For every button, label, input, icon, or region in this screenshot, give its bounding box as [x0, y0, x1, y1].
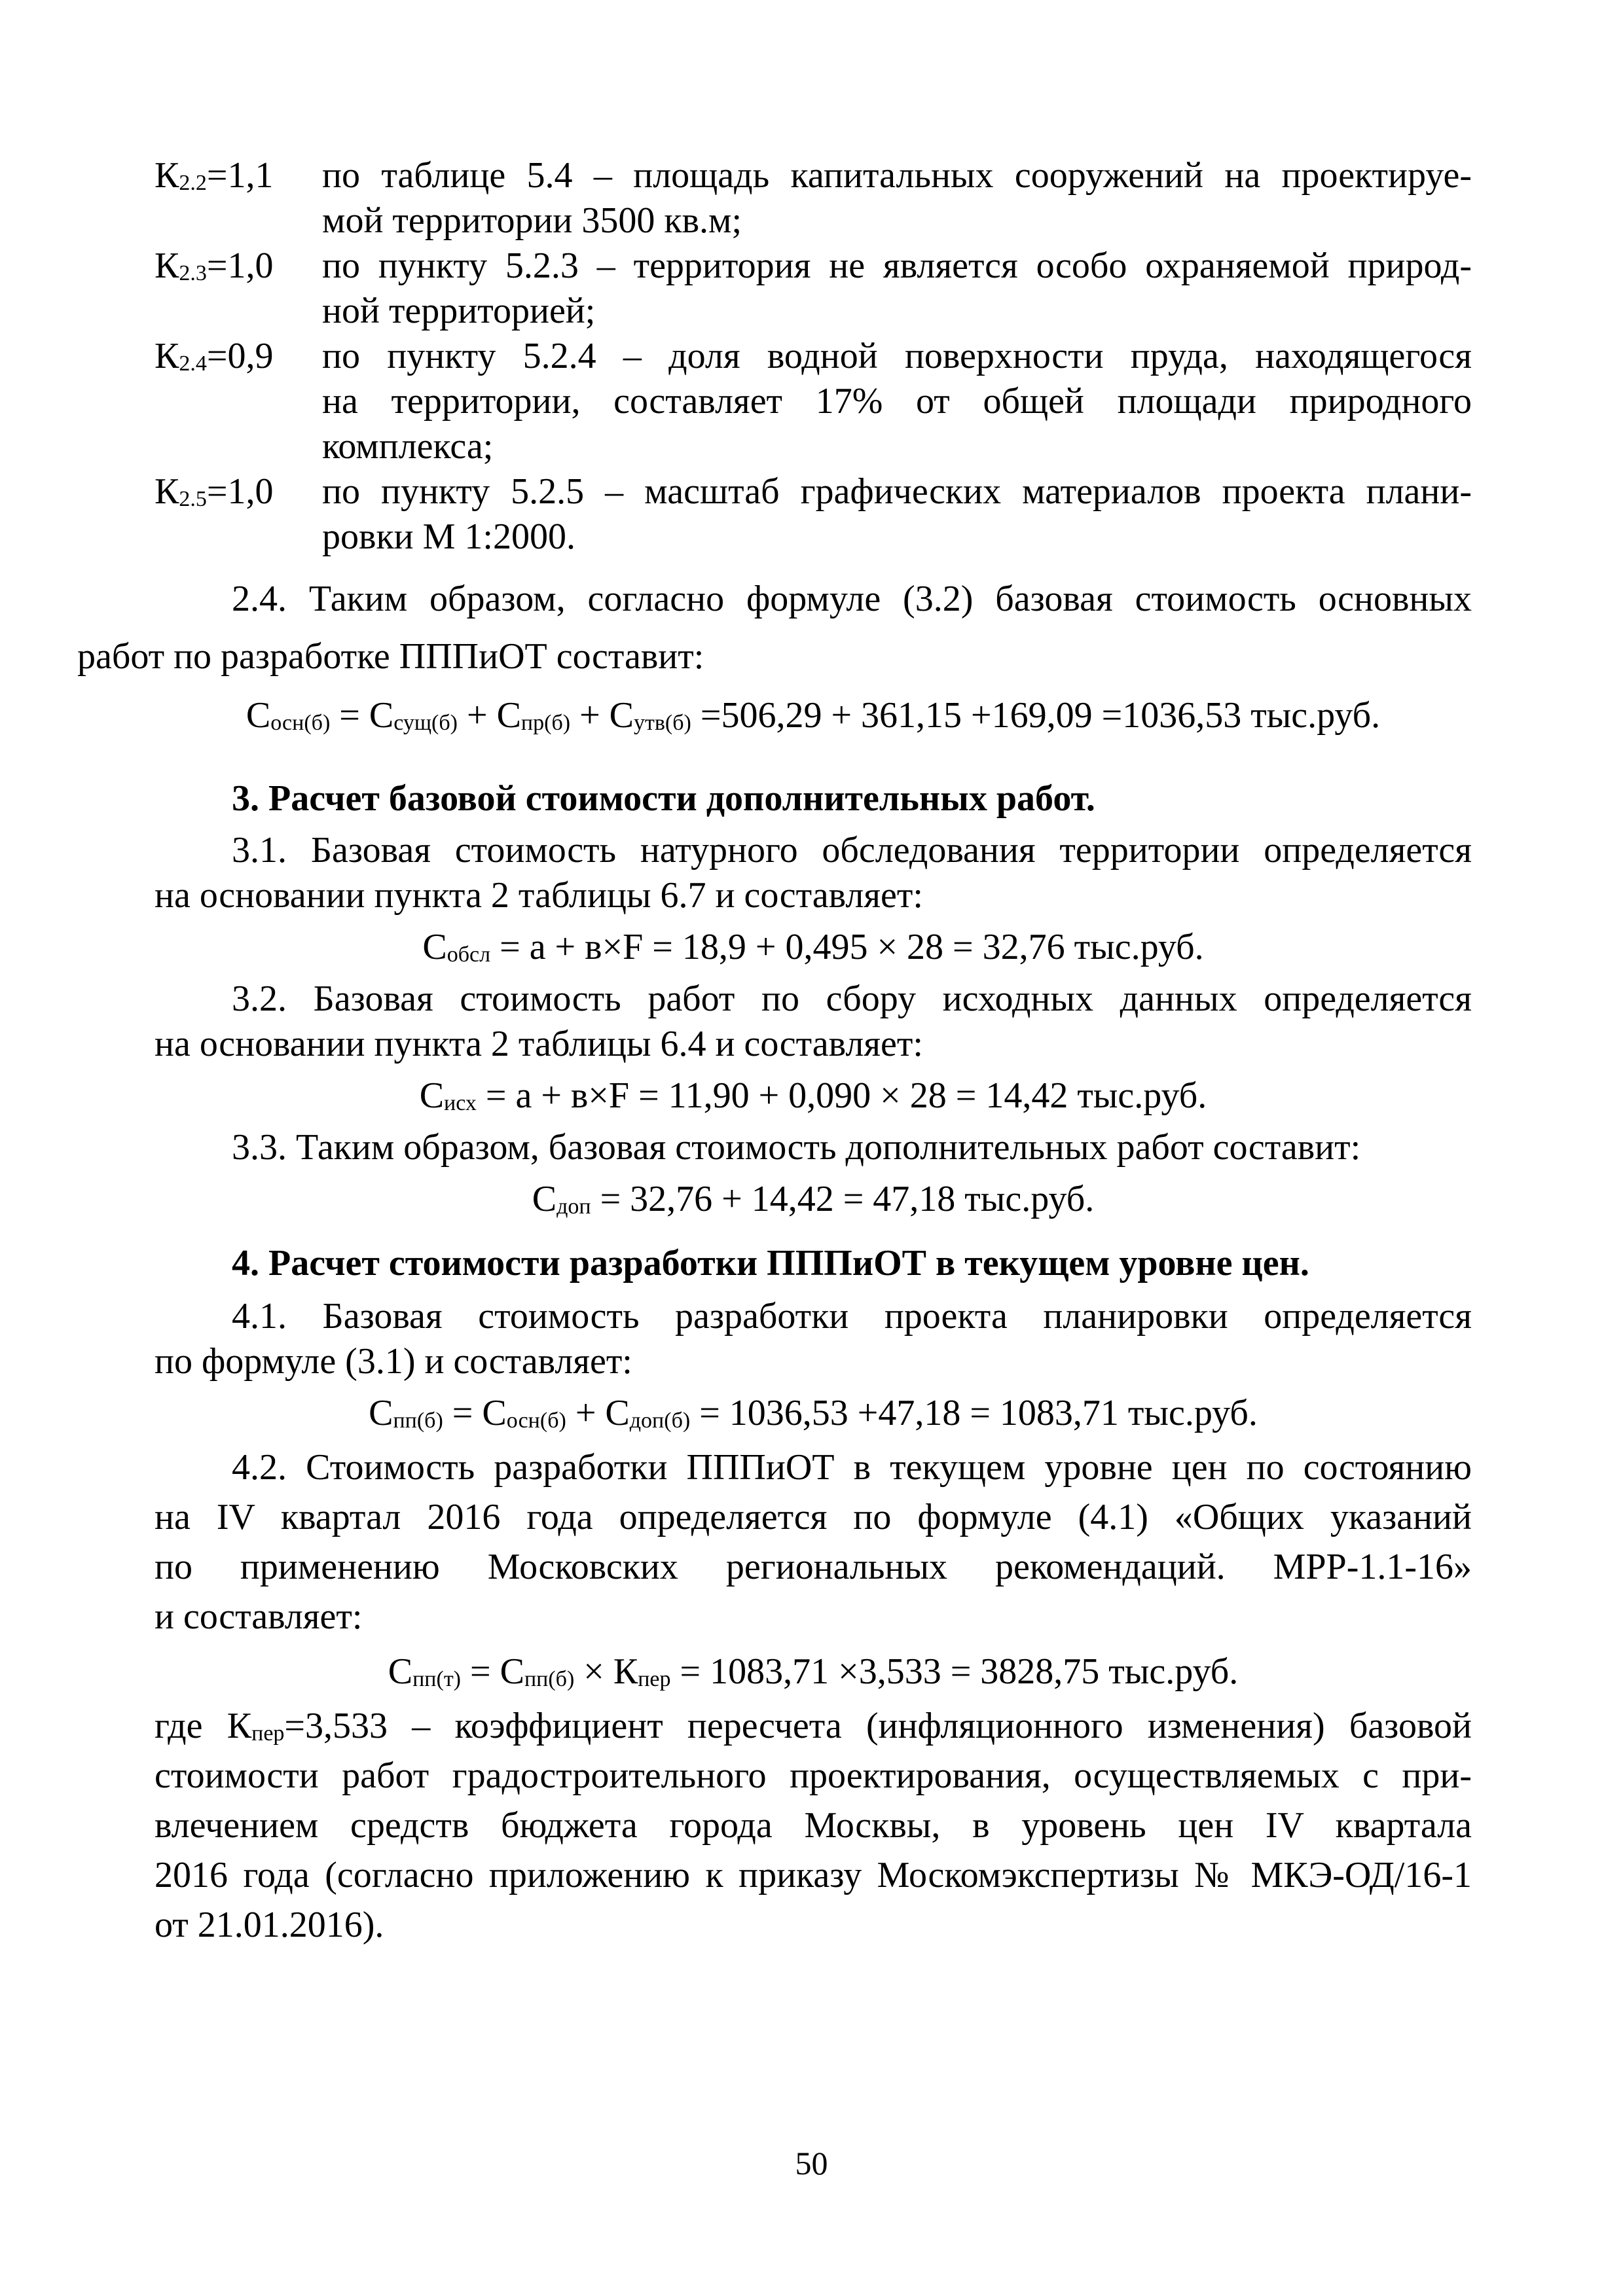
- paragraph-line: и составляет:: [155, 1596, 363, 1637]
- formula-additional-cost: $С_{доп} = 32,76 + 14,42 = 47,18$ тыс.руб.: [532, 1179, 1095, 1219]
- paragraph-2-4: [77, 570, 1472, 685]
- paragraph-line: 2.4. Таким образом, согласно формуле (3.2) базовая стоимость основных: [232, 579, 1472, 619]
- paragraph-line: 4.1. Базовая стоимость разработки проекта планировки определяется: [232, 1296, 1472, 1336]
- paragraph-line: 2016 года (согласно приложению к приказу Москомэкспертизы № МКЭ-ОД/16-1: [155, 1855, 1472, 1895]
- paragraph-line: на IV квартал 2016 года определяется по формуле (4.1) «Общих указаний: [155, 1497, 1472, 1537]
- formula-base-cost-total: $С_{пп(б)} = С_{осн(б)} + С_{доп(б)} = 1036,53 +47,18 = 1083,71$ тыс.руб.: [369, 1393, 1258, 1433]
- paragraph-line: по формуле (3.1) и составляет:: [155, 1341, 632, 1382]
- paragraph-line: 3.1. Базовая стоимость натурного обследования территории определяется: [232, 830, 1472, 870]
- paragraph-3-1: [155, 828, 1472, 918]
- coefficient-description: по пункту 5.2.5 – масштаб графических материалов проекта плани- ровки М 1:2000.: [322, 471, 1472, 557]
- paragraph-4-2: [155, 1443, 1472, 1641]
- paragraph-line: работ по разработке ПППиОТ составит:: [77, 636, 704, 677]
- formula-current-cost: $С_{пп(т)} = С_{пп(б)} \times К_{пер} = 1083,71 \times 3,533 = 3828,75$ тыс.руб.: [388, 1651, 1239, 1692]
- coefficient-label: $К_{2.2}=1,1$: [155, 155, 274, 196]
- formula-base-cost-main: $С_{осн(б)} = С_{сущ(б)} + С_{пр(б)} + С_{утв(б)} =506,29 + 361,15 +169,09 =1036,53$ тыс.руб.: [246, 695, 1381, 736]
- paragraph-line: влечением средств бюджета города Москвы, в уровень цен IV квартала: [155, 1805, 1472, 1846]
- coefficient-description: по пункту 5.2.4 – доля водной поверхности пруда, находящегося на территории, составляет 17% от общей площади природного комплекса;: [322, 336, 1472, 467]
- paragraph-line: 3.2. Базовая стоимость работ по сбору исходных данных определяется: [232, 978, 1472, 1019]
- formula-source-data-cost: $С_{исх} = а + в\times F = 11,90 + 0,090 \times 28 = 14,42$ тыс.руб.: [419, 1075, 1207, 1116]
- paragraph-where-kper: [155, 1701, 1472, 1950]
- document-page: [77, 153, 1472, 1950]
- coefficient-description: по таблице 5.4 – площадь капитальных сооружений на проектируе- мой территории 3500 кв.м;: [322, 155, 1472, 241]
- section-heading-4: 4. Расчет стоимости разработки ПППиОТ в текущем уровне цен.: [232, 1243, 1309, 1283]
- formula-survey-cost: $С_{обсл} = а + в\times F = 18,9 + 0,495 \times 28 = 32,76$ тыс.руб.: [422, 927, 1204, 967]
- paragraph-line: на основании пункта 2 таблицы 6.7 и составляет:: [155, 875, 923, 916]
- page-number: 50: [795, 2145, 828, 2181]
- coefficient-k25: [155, 469, 1472, 560]
- paragraph-line: 4.2. Стоимость разработки ПППиОТ в текущем уровне цен по состоянию: [232, 1447, 1472, 1488]
- paragraph-line: на основании пункта 2 таблицы 6.4 и составляет:: [155, 1024, 923, 1064]
- coefficient-label: $К_{2.5}=1,0$: [155, 471, 274, 512]
- section-heading-3: 3. Расчет базовой стоимости дополнительных работ.: [232, 778, 1095, 819]
- coefficient-label: $К_{2.3}=1,0$: [155, 245, 274, 286]
- coefficient-description: по пункту 5.2.3 – территория не является особо охраняемой природ- ной территорией;: [322, 245, 1472, 331]
- paragraph-3-2: [155, 977, 1472, 1067]
- paragraph-line: стоимости работ градостроительного проектирования, осуществляемых с при-: [155, 1755, 1472, 1796]
- paragraph-line: по применению Московских региональных рекомендаций. МРР-1.1-16»: [155, 1547, 1472, 1587]
- paragraph-4-1: [155, 1294, 1472, 1384]
- coefficient-k22: [155, 153, 1472, 243]
- coefficient-label: $К_{2.4}=0,9$: [155, 336, 274, 376]
- paragraph-line: где $К_{пер}=3,533$ – коэффициент пересчета (инфляционного изменения) базовой: [155, 1706, 1472, 1746]
- paragraph-3-3: 3.3. Таким образом, базовая стоимость дополнительных работ составит:: [232, 1127, 1361, 1168]
- coefficient-k23: [155, 243, 1472, 334]
- coefficient-k24: [155, 334, 1472, 469]
- paragraph-line: от 21.01.2016).: [155, 1905, 384, 1945]
